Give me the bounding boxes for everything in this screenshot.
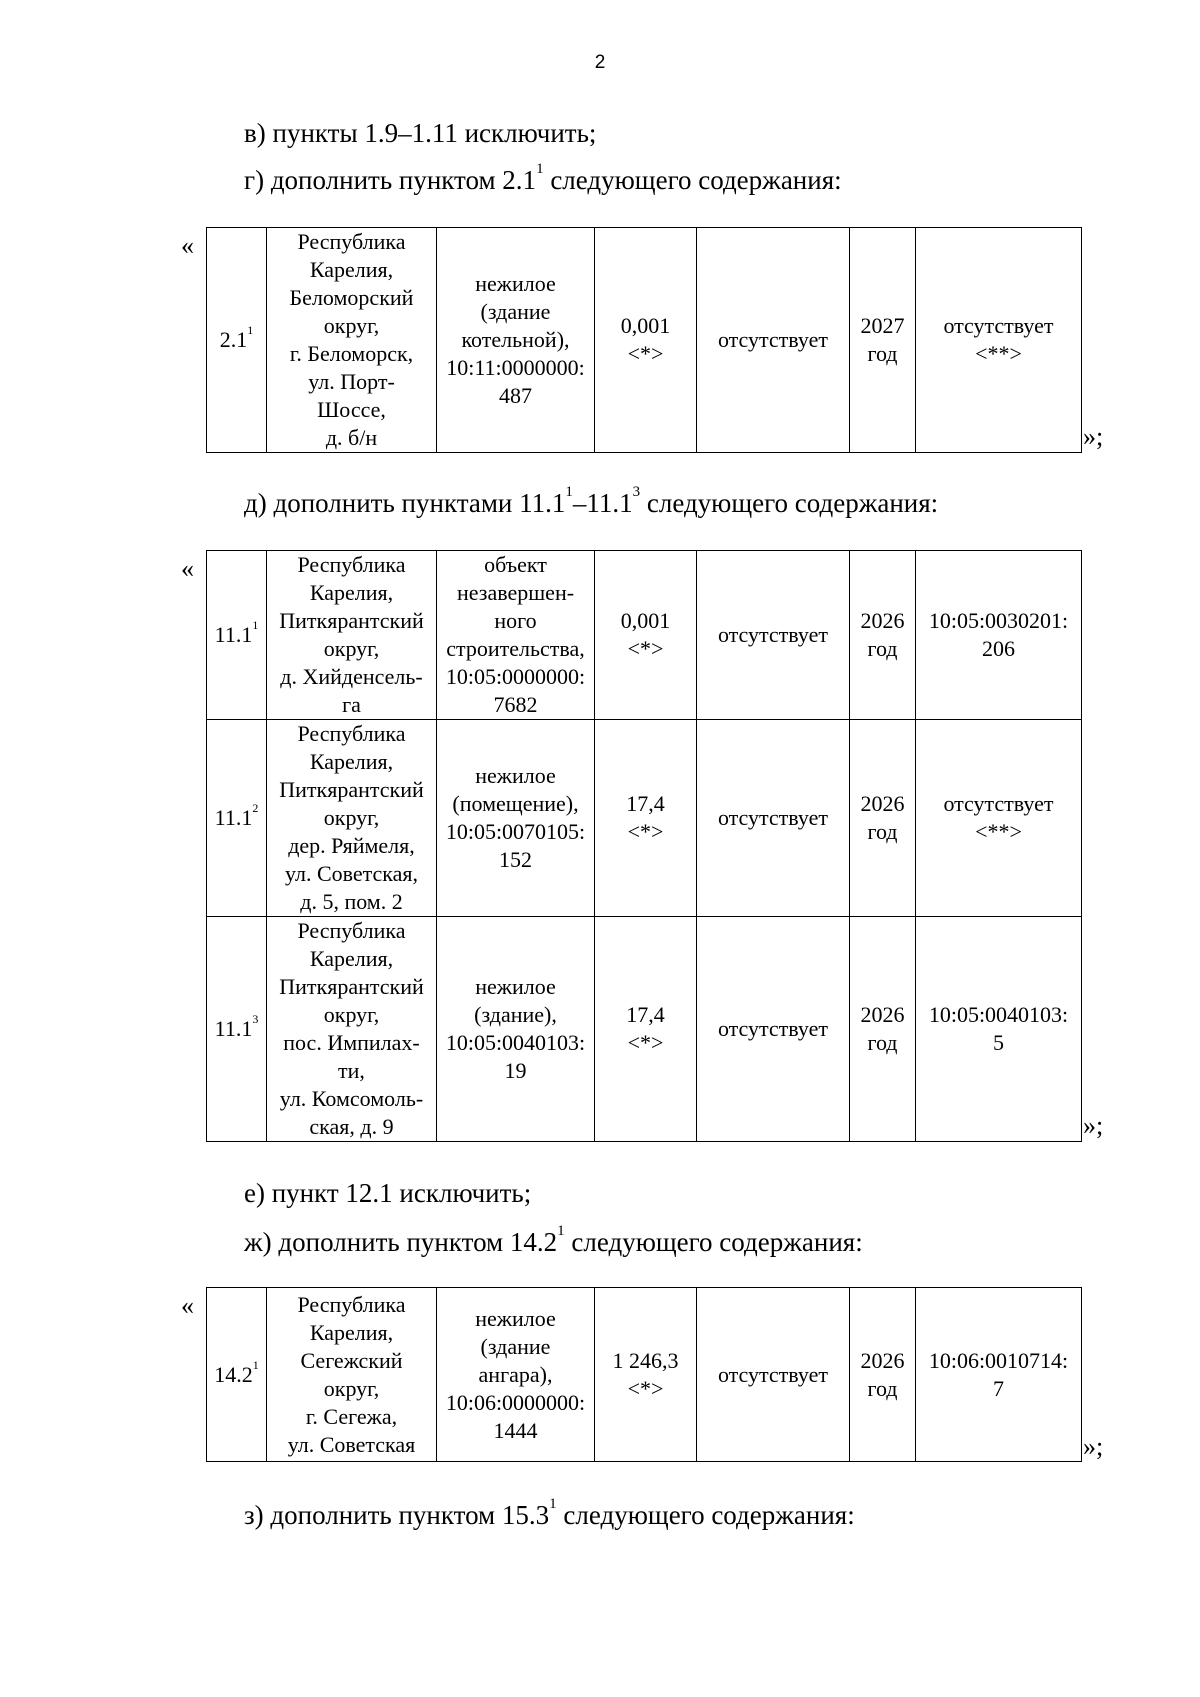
address-line: га [342,692,361,717]
object-line: котельной), [461,327,570,352]
cell-encumbrance: отсутствует [697,1288,850,1462]
address-line: пос. Импилах- [283,1030,420,1055]
cell-year [850,720,916,917]
item-number: 11.1 [214,805,253,830]
item-number-sup: 1 [252,618,259,632]
area-line: <*> [627,1030,664,1055]
quote-close: »; [1083,1111,1104,1140]
object-line: ангара), [478,1361,553,1387]
table-row [207,228,1082,453]
cell-item-number [207,1288,267,1462]
address-line: Республика [297,1291,406,1317]
object-line: 487 [499,383,532,408]
cell-cadastre [916,1288,1082,1462]
item-number: 11.1 [214,1016,253,1041]
cell-encumbrance: отсутствует [697,228,850,453]
area-line: <*> [627,341,664,366]
cell-cadastre [916,551,1082,720]
year-line: год [867,819,898,844]
area-line: 0,001 [620,608,671,633]
address-line: г. Сегежа, [305,1403,398,1429]
item-number: 14.2 [214,1361,253,1387]
page-number: 2 [594,52,606,73]
paragraph-d-text-mid: –11.1 [572,488,633,518]
paragraph-g-text-end: следующего содержания: [543,165,842,195]
address-line: ул. Советская [287,1431,416,1457]
object-line: (помещение), [452,791,579,816]
address-line: Карелия, [309,257,394,282]
address-line: Питкярантский [279,974,424,999]
cadastre-line: <**> [975,341,1022,366]
year-line: год [867,636,898,661]
object-line: 1444 [493,1417,538,1443]
cell-area [595,551,697,720]
table-row [207,551,1082,720]
object-line: (здание [480,299,551,324]
address-line: Республика [297,721,406,746]
object-line: нежилое [475,763,556,788]
address-line: ская, д. 9 [309,1114,394,1139]
cell-address [267,1288,437,1462]
paragraph-e: е) пункт 12.1 исключить; [244,1178,532,1208]
cell-cadastre [916,228,1082,453]
cadastre-line: отсутствует [943,791,1054,816]
item-number: 2.1 [219,327,248,352]
paragraph-z-sup: 1 [549,1496,557,1512]
paragraph-z-text-end: следующего содержания: [556,1500,855,1530]
item-number-sup: 1 [252,1357,259,1372]
cadastre-line: отсутствует [943,313,1054,338]
cell-year [850,228,916,453]
address-line: д. Хийденсель- [280,664,423,689]
paragraph-v: в) пункты 1.9–1.11 исключить; [244,118,597,148]
object-line: 10:05:0070105: [445,819,586,844]
year-line: год [867,341,898,366]
cell-cadastre [916,917,1082,1142]
cell-item-number [207,228,267,453]
year-line: год [867,1375,898,1401]
cell-area [595,720,697,917]
paragraph-d-text-end: следующего содержания: [640,488,939,518]
item-number-sup: 2 [252,801,259,815]
year-line: год [867,1030,898,1055]
object-line: нежилое [475,1305,556,1331]
address-line: округ, [323,805,380,830]
address-line: Карелия, [309,580,394,605]
quote-open: « [181,1291,194,1320]
paragraph-zh [244,1223,863,1257]
address-line: д. 5, пом. 2 [300,889,403,914]
cell-item-number [207,720,267,917]
paragraph-d-text: д) дополнить пунктами 11.1 [244,488,566,518]
cadastre-line: 206 [982,636,1015,661]
cadastre-line: 10:05:0030201: [928,608,1069,633]
paragraph-g-text: г) дополнить пунктом 2.1 [244,165,537,195]
object-line: 7682 [493,692,538,717]
quote-close: »; [1083,1432,1104,1461]
year-line: 2026 [860,791,905,816]
area-line: 0,001 [620,313,671,338]
address-line: Карелия, [309,946,394,971]
area-line: <*> [627,1375,664,1401]
address-line: ул. Комсомоль- [279,1086,424,1111]
cadastre-line: <**> [975,819,1022,844]
paragraph-d [244,484,939,518]
address-line: Сегежский [300,1347,403,1373]
item-number-sup: 1 [247,323,254,337]
item-number: 11.1 [214,622,253,647]
area-line: 1 246,3 [612,1347,679,1373]
year-line: 2026 [860,608,905,633]
table-item-14-2 [206,1287,1082,1462]
area-line: <*> [627,636,664,661]
address-line: ул. Порт- [308,369,395,394]
address-line: Карелия, [309,749,394,774]
address-line: округ, [323,313,380,338]
year-line: 2026 [860,1347,905,1373]
cell-address [267,917,437,1142]
cadastre-line: 5 [993,1030,1004,1055]
cell-item-number [207,917,267,1142]
address-line: д. б/н [325,425,378,450]
cell-encumbrance: отсутствует [697,917,850,1142]
table-row [207,1288,1082,1462]
cell-area [595,917,697,1142]
object-line: 10:11:0000000: [446,355,585,380]
address-line: ул. Советская, [284,861,419,886]
cadastre-line: 7 [993,1375,1004,1401]
paragraph-z [244,1496,855,1530]
cell-address [267,720,437,917]
address-line: Беломорский [289,285,414,310]
quote-open: « [181,554,194,583]
cell-encumbrance: отсутствует [697,720,850,917]
cell-address [267,551,437,720]
cell-year [850,551,916,720]
cell-object [437,1288,595,1462]
paragraph-zh-text-end: следующего содержания: [564,1227,863,1257]
address-line: округ, [323,636,380,661]
item-number-sup: 3 [252,1012,259,1026]
object-line: 10:05:0040103: [445,1030,586,1055]
cell-object [437,917,595,1142]
address-line: ти, [338,1058,365,1083]
object-line: 19 [504,1058,527,1083]
address-line: Питкярантский [279,608,424,633]
object-line: незавершен- [456,580,575,605]
cell-address [267,228,437,453]
object-line: нежилое [475,974,556,999]
address-line: Республика [297,552,406,577]
address-line: г. Беломорск, [289,341,414,366]
paragraph-d-sup-1: 1 [565,484,573,500]
address-line: Шоссе, [317,397,386,422]
object-line: строительства, [446,636,585,661]
quote-close: »; [1083,422,1104,451]
cell-year [850,1288,916,1462]
area-line: 17,4 [626,1002,665,1027]
table-items-11-1 [206,550,1082,1142]
area-line: <*> [627,819,664,844]
cell-item-number [207,551,267,720]
object-line: нежилое [475,271,556,296]
paragraph-z-text: з) дополнить пунктом 15.3 [244,1500,550,1530]
address-line: Карелия, [309,1319,394,1345]
object-line: 152 [499,847,532,872]
paragraph-zh-text: ж) дополнить пунктом 14.2 [244,1227,558,1257]
cadastre-line: 10:06:0010714: [928,1347,1069,1373]
cell-encumbrance: отсутствует [697,551,850,720]
object-line: объект [484,552,547,577]
table-row [207,917,1082,1142]
cell-area [595,1288,697,1462]
cell-object [437,720,595,917]
cell-year [850,917,916,1142]
object-line: 10:05:0000000: [445,664,586,689]
address-line: дер. Ряймеля, [288,833,415,858]
address-line: округ, [323,1375,380,1401]
table-item-2-1 [206,227,1082,453]
paragraph-zh-sup: 1 [557,1223,565,1239]
object-line: ного [494,608,537,633]
paragraph-d-sup-2: 3 [632,484,641,500]
paragraph-g [244,161,842,195]
address-line: Питкярантский [279,777,424,802]
year-line: 2026 [860,1002,905,1027]
cell-area [595,228,697,453]
object-line: (здание [480,1333,551,1359]
cell-object [437,551,595,720]
address-line: Республика [297,918,406,943]
cell-cadastre [916,720,1082,917]
object-line: (здание), [474,1002,557,1027]
cell-object [437,228,595,453]
address-line: округ, [323,1002,380,1027]
address-line: Республика [297,229,406,254]
object-line: 10:06:0000000: [445,1389,586,1415]
paragraph-g-sup: 1 [536,161,544,177]
table-row [207,720,1082,917]
area-line: 17,4 [626,791,665,816]
quote-open: « [181,231,194,260]
cadastre-line: 10:05:0040103: [928,1002,1069,1027]
year-line: 2027 [860,313,905,338]
